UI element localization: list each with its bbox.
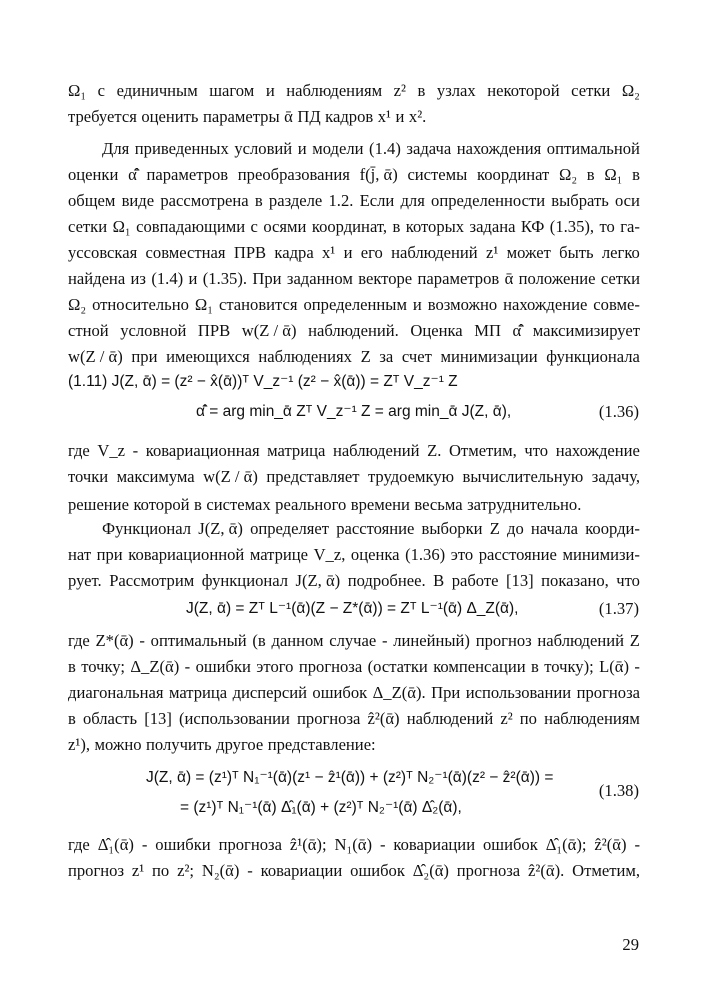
word: параметров xyxy=(146,165,229,184)
word: системах xyxy=(206,495,271,514)
word: оси xyxy=(614,191,640,210)
word: задача xyxy=(406,139,452,158)
text-line xyxy=(68,164,640,186)
word: наблюдениям xyxy=(286,81,383,100)
equation-number: (1.37) xyxy=(598,599,639,618)
word: максимума xyxy=(116,467,195,486)
word: с xyxy=(250,217,258,236)
word: - xyxy=(247,861,253,880)
word: с xyxy=(97,81,106,100)
word: x². xyxy=(408,107,427,126)
word: Оценка xyxy=(410,321,463,340)
word: получить xyxy=(146,735,212,754)
word: координат, xyxy=(311,217,388,236)
word: выборки xyxy=(421,519,483,538)
word: в xyxy=(586,165,595,184)
word: имеющихся xyxy=(166,347,250,366)
word: ошибки xyxy=(195,657,251,676)
text-line xyxy=(68,494,640,516)
word: затруднительно. xyxy=(467,495,582,514)
word: прогноза xyxy=(456,861,521,880)
word: из xyxy=(130,269,146,288)
word: и xyxy=(297,139,307,158)
word: координат xyxy=(477,165,550,184)
word: ковариации xyxy=(393,835,476,854)
word: нахождения xyxy=(456,139,542,158)
word: ковариационная xyxy=(145,441,260,460)
word: в xyxy=(531,657,539,676)
text-line xyxy=(68,544,640,566)
word: J(Z, ᾱ) xyxy=(198,519,243,538)
word: (1.35), xyxy=(549,217,595,236)
text-line xyxy=(68,734,640,756)
word: нахождение xyxy=(503,295,588,314)
text-line xyxy=(102,138,640,160)
word: (1.36) xyxy=(405,545,446,564)
word: Z*(ᾱ) xyxy=(95,631,134,650)
word: оценить xyxy=(141,107,199,126)
word: по xyxy=(519,709,537,728)
word: минимизи- xyxy=(562,545,640,564)
word: (1.35). xyxy=(202,269,247,288)
word: и xyxy=(188,269,198,288)
text-line xyxy=(68,216,640,238)
word: га- xyxy=(620,217,640,236)
word: α̂̄ xyxy=(128,165,137,184)
word: условий xyxy=(234,139,293,158)
word: Отметим, xyxy=(448,441,517,460)
word: сетки xyxy=(68,217,108,236)
word: z² xyxy=(393,81,406,100)
word: подробнее. xyxy=(347,571,426,590)
text-line xyxy=(68,466,640,488)
text-line xyxy=(68,346,640,368)
word: оценки xyxy=(68,165,119,184)
word: другое xyxy=(216,735,264,754)
word: Если xyxy=(359,191,395,210)
text-line xyxy=(68,242,640,264)
word: (1.4) xyxy=(151,269,184,288)
word: в xyxy=(417,81,426,100)
word: времени xyxy=(350,495,410,514)
word: Ω₂ xyxy=(558,165,578,184)
word: наблюдений xyxy=(537,631,624,650)
word: в xyxy=(68,657,76,676)
word: в xyxy=(68,709,76,728)
word: область xyxy=(82,709,138,728)
word: ᾱ xyxy=(284,107,293,126)
word: за xyxy=(379,347,394,366)
word: кадров xyxy=(325,107,374,126)
word: Ω₁ xyxy=(112,217,131,236)
word: требуется xyxy=(68,107,137,126)
equation-1-37: J(Z, ᾱ) = Zᵀ L⁻¹(ᾱ)(Z − Z*(ᾱ)) = Zᵀ L⁻¹(ᾱ) Δ_Z(ᾱ), xyxy=(186,600,519,617)
equation-1-38-line-2: = (z¹)ᵀ N₁⁻¹(ᾱ) Δ̂₁(ᾱ) + (z²)ᵀ N₂⁻¹(ᾱ) Δ̂₂(ᾱ), xyxy=(180,799,462,816)
word: в xyxy=(632,165,640,184)
word: наблюдений xyxy=(332,441,420,460)
word: ПРВ xyxy=(197,321,231,340)
word: реального xyxy=(275,495,347,514)
word: работе xyxy=(451,571,499,590)
word: весьма xyxy=(414,495,463,514)
text-line xyxy=(68,860,640,882)
word: x¹ xyxy=(322,243,336,262)
word: z¹), xyxy=(68,735,91,754)
word: Ω₁ xyxy=(194,295,213,314)
word: прогноза xyxy=(297,709,361,728)
word: по xyxy=(152,861,170,880)
word: N₂(ᾱ) xyxy=(201,861,240,880)
equation-1-11: (1.11) J(Z, ᾱ) = (z² − x̂(ᾱ))ᵀ V_z⁻¹ (z² − x̂(ᾱ)) = Zᵀ V_z⁻¹ Z xyxy=(68,373,458,390)
word: становится xyxy=(218,295,298,314)
word: рассмотрена xyxy=(160,191,249,210)
word: 1.2. xyxy=(328,191,354,210)
word: При xyxy=(431,683,461,702)
equation-1-36: α̂̄ = arg min_ᾱ Zᵀ V_z⁻¹ Z = arg min_ᾱ J(Z, ᾱ), xyxy=(196,403,512,420)
word: кадра xyxy=(274,243,314,262)
word: счет xyxy=(401,347,432,366)
text-line xyxy=(68,80,640,102)
word: минимизации xyxy=(440,347,538,366)
word: показано, xyxy=(541,571,609,590)
word: - xyxy=(184,657,191,676)
word: Ω₁ xyxy=(68,81,87,100)
word: V_z xyxy=(97,441,126,460)
word: параметров xyxy=(417,269,500,288)
text-line xyxy=(68,630,640,652)
word: определенным xyxy=(303,295,407,314)
word: выбрать xyxy=(551,191,609,210)
word: представление: xyxy=(267,735,376,754)
word: функционал xyxy=(201,571,289,590)
text-line xyxy=(68,440,640,462)
word: наблюдений xyxy=(391,243,478,262)
word: ПД xyxy=(297,107,321,126)
word: задачу, xyxy=(591,467,640,486)
word: [13] xyxy=(506,571,534,590)
word: данном xyxy=(271,631,324,650)
word: Δ_Z(ᾱ) xyxy=(130,657,180,676)
word: совпадающими xyxy=(136,217,246,236)
word: векторе xyxy=(358,269,413,288)
text-line xyxy=(68,268,640,290)
word: прогноза xyxy=(298,657,363,676)
text-line xyxy=(68,834,640,856)
word: и xyxy=(265,81,275,100)
equation-1-38-line-1: J(Z, ᾱ) = (z¹)ᵀ N₁⁻¹(ᾱ)(z¹ − ẑ¹(ᾱ)) + (z²)ᵀ N₂⁻¹(ᾱ)(z² − ẑ²(ᾱ)) = xyxy=(146,769,554,786)
word: z¹ xyxy=(485,243,499,262)
word: Ω₂ xyxy=(68,295,87,314)
word: где xyxy=(68,631,90,650)
word: которой xyxy=(133,495,190,514)
word: сетки xyxy=(571,81,611,100)
word: системы xyxy=(407,165,468,184)
word: - xyxy=(381,631,388,650)
word: Функционал xyxy=(102,519,192,538)
word: матрице xyxy=(249,545,309,564)
word: наблюдениях xyxy=(258,347,352,366)
word: точку; xyxy=(81,657,125,676)
word: прогноз xyxy=(68,861,125,880)
text-line xyxy=(68,320,640,342)
word: осями xyxy=(263,217,307,236)
word: L(ᾱ) xyxy=(599,657,630,676)
word: ẑ¹(ᾱ); xyxy=(289,835,327,854)
text-line xyxy=(68,708,640,730)
text-line xyxy=(68,294,640,316)
word: V_z, xyxy=(313,545,346,564)
text-line xyxy=(68,656,640,678)
word: узлах xyxy=(436,81,476,100)
page-number: 29 xyxy=(622,935,639,954)
word: относительно xyxy=(92,295,189,314)
word: модели xyxy=(312,139,364,158)
word: оценка xyxy=(350,545,400,564)
word: Для xyxy=(102,139,130,158)
word: при xyxy=(131,347,158,366)
word: до xyxy=(507,519,524,538)
word: (в xyxy=(252,631,266,650)
word: - xyxy=(379,835,386,854)
word: уссовская xyxy=(68,243,138,262)
word: вычислительную xyxy=(462,467,584,486)
word: ошибок xyxy=(312,683,368,702)
word: определяет xyxy=(250,519,330,538)
word: использовании xyxy=(465,683,572,702)
word: - xyxy=(141,835,148,854)
word: f(j̄, ᾱ) xyxy=(359,165,398,184)
word: единичным xyxy=(116,81,198,100)
word: Z xyxy=(360,347,371,366)
word: ковариационной xyxy=(128,545,245,564)
word: приведенных xyxy=(134,139,229,158)
word: диагональная xyxy=(68,683,164,702)
word: z² xyxy=(500,709,513,728)
word: нат xyxy=(68,545,92,564)
equation-number: (1.36) xyxy=(598,402,639,421)
word: Отметим, xyxy=(572,861,640,880)
word: наблюдениям xyxy=(544,709,640,728)
word: это xyxy=(450,545,474,564)
word: легко xyxy=(601,243,640,262)
word: Z xyxy=(629,631,640,650)
word: коорди- xyxy=(585,519,640,538)
word: разделе xyxy=(268,191,323,210)
word: ковариации xyxy=(260,861,343,880)
word: ẑ²(ᾱ). xyxy=(528,861,565,880)
word: может xyxy=(506,243,551,262)
word: J(Z, ᾱ) xyxy=(295,571,341,590)
word: для xyxy=(400,191,425,210)
text-line xyxy=(68,106,640,128)
word: расстояние xyxy=(478,545,557,564)
word: быть xyxy=(559,243,594,262)
word: то xyxy=(599,217,615,236)
word: оптимальной xyxy=(546,139,640,158)
word: оптимальный xyxy=(150,631,247,650)
word: Δ̂₁(ᾱ); xyxy=(545,835,587,854)
word: матрица xyxy=(267,441,326,460)
word: возможно xyxy=(427,295,498,314)
word: этого xyxy=(256,657,294,676)
word: ẑ²(ᾱ) xyxy=(367,709,400,728)
word: совме- xyxy=(593,295,640,314)
word: w(Z / ᾱ) xyxy=(68,347,123,366)
word: ᾱ xyxy=(504,269,514,288)
word: при xyxy=(96,545,123,564)
word: некоторой xyxy=(487,81,560,100)
word: ошибки xyxy=(155,835,211,854)
word: матрица xyxy=(168,683,228,702)
word: При xyxy=(252,269,282,288)
word: ошибок xyxy=(350,861,405,880)
word: положение xyxy=(518,269,596,288)
word: компенсации xyxy=(433,657,526,676)
word: и xyxy=(395,107,405,126)
word: условной xyxy=(120,321,187,340)
text-line xyxy=(68,682,640,704)
word: совместная xyxy=(145,243,226,262)
word: Δ̂₂(ᾱ) xyxy=(412,861,449,880)
word: трудоемкую xyxy=(367,467,455,486)
word: (использовании xyxy=(178,709,290,728)
word: случае xyxy=(329,631,377,650)
word: ẑ²(ᾱ) xyxy=(594,835,627,854)
word: В xyxy=(433,571,445,590)
word: что xyxy=(524,441,549,460)
word: прогноза xyxy=(576,683,640,702)
word: прогноза xyxy=(218,835,282,854)
word: точки xyxy=(68,467,109,486)
word: x¹ xyxy=(377,107,391,126)
word: Δ̂₁(ᾱ) xyxy=(97,835,134,854)
word: (1.4) xyxy=(369,139,401,158)
word: его xyxy=(360,243,383,262)
word: расстояние xyxy=(336,519,415,538)
word: можно xyxy=(94,735,142,754)
word: нахождение xyxy=(555,441,640,460)
word: линейный) xyxy=(393,631,470,650)
word: МП xyxy=(474,321,501,340)
word: w(Z / ᾱ) xyxy=(203,467,258,486)
word: где xyxy=(68,441,90,460)
word: решение xyxy=(68,495,129,514)
word: шагом xyxy=(209,81,255,100)
word: Δ_Z(ᾱ). xyxy=(372,683,426,702)
word: w(Z / ᾱ) xyxy=(241,321,297,340)
word: α̂̄ xyxy=(512,321,522,340)
text-line xyxy=(102,518,640,540)
word: - xyxy=(634,657,640,676)
word: начала xyxy=(530,519,579,538)
text-line xyxy=(68,570,640,592)
word: - xyxy=(139,631,145,650)
word: Ω₁ xyxy=(604,165,623,184)
word: наблюдений. xyxy=(308,321,399,340)
word: [13] xyxy=(144,709,172,728)
word: Рассмотрим xyxy=(109,571,195,590)
word: z²; xyxy=(177,861,195,880)
word: которых xyxy=(405,217,465,236)
word: что xyxy=(616,571,640,590)
word: точку); xyxy=(544,657,594,676)
word: найдена xyxy=(68,269,126,288)
word: N₁(ᾱ) xyxy=(334,835,373,854)
word: представляет xyxy=(266,467,360,486)
word: максимизирует xyxy=(532,321,640,340)
word: определенности xyxy=(431,191,546,210)
word: преобразования xyxy=(237,165,350,184)
word: наблюдений xyxy=(406,709,494,728)
word: дисперсий xyxy=(232,683,307,702)
word: в xyxy=(194,495,202,514)
text-line xyxy=(68,190,640,212)
word: общем xyxy=(68,191,116,210)
word: Z. xyxy=(427,441,442,460)
word: в xyxy=(254,191,263,210)
word: рует. xyxy=(68,571,102,590)
word: - xyxy=(132,441,139,460)
word: z¹ xyxy=(131,861,145,880)
word: заданном xyxy=(286,269,353,288)
word: Z xyxy=(489,519,500,538)
word: где xyxy=(68,835,90,854)
word: и xyxy=(412,295,422,314)
word: в xyxy=(392,217,401,236)
word: (остатки xyxy=(367,657,428,676)
word: стной xyxy=(68,321,109,340)
word: сетки xyxy=(600,269,640,288)
word: параметры xyxy=(202,107,280,126)
word: виде xyxy=(121,191,155,210)
word: и xyxy=(343,243,353,262)
word: ПРВ xyxy=(233,243,267,262)
word: ошибок xyxy=(483,835,538,854)
word: Ω₂ xyxy=(621,81,640,100)
equation-number: (1.38) xyxy=(598,781,639,800)
word: функционала xyxy=(546,347,640,366)
word: - xyxy=(634,835,640,854)
word: задана xyxy=(469,217,516,236)
word: прогноз xyxy=(475,631,532,650)
word: КФ xyxy=(520,217,545,236)
